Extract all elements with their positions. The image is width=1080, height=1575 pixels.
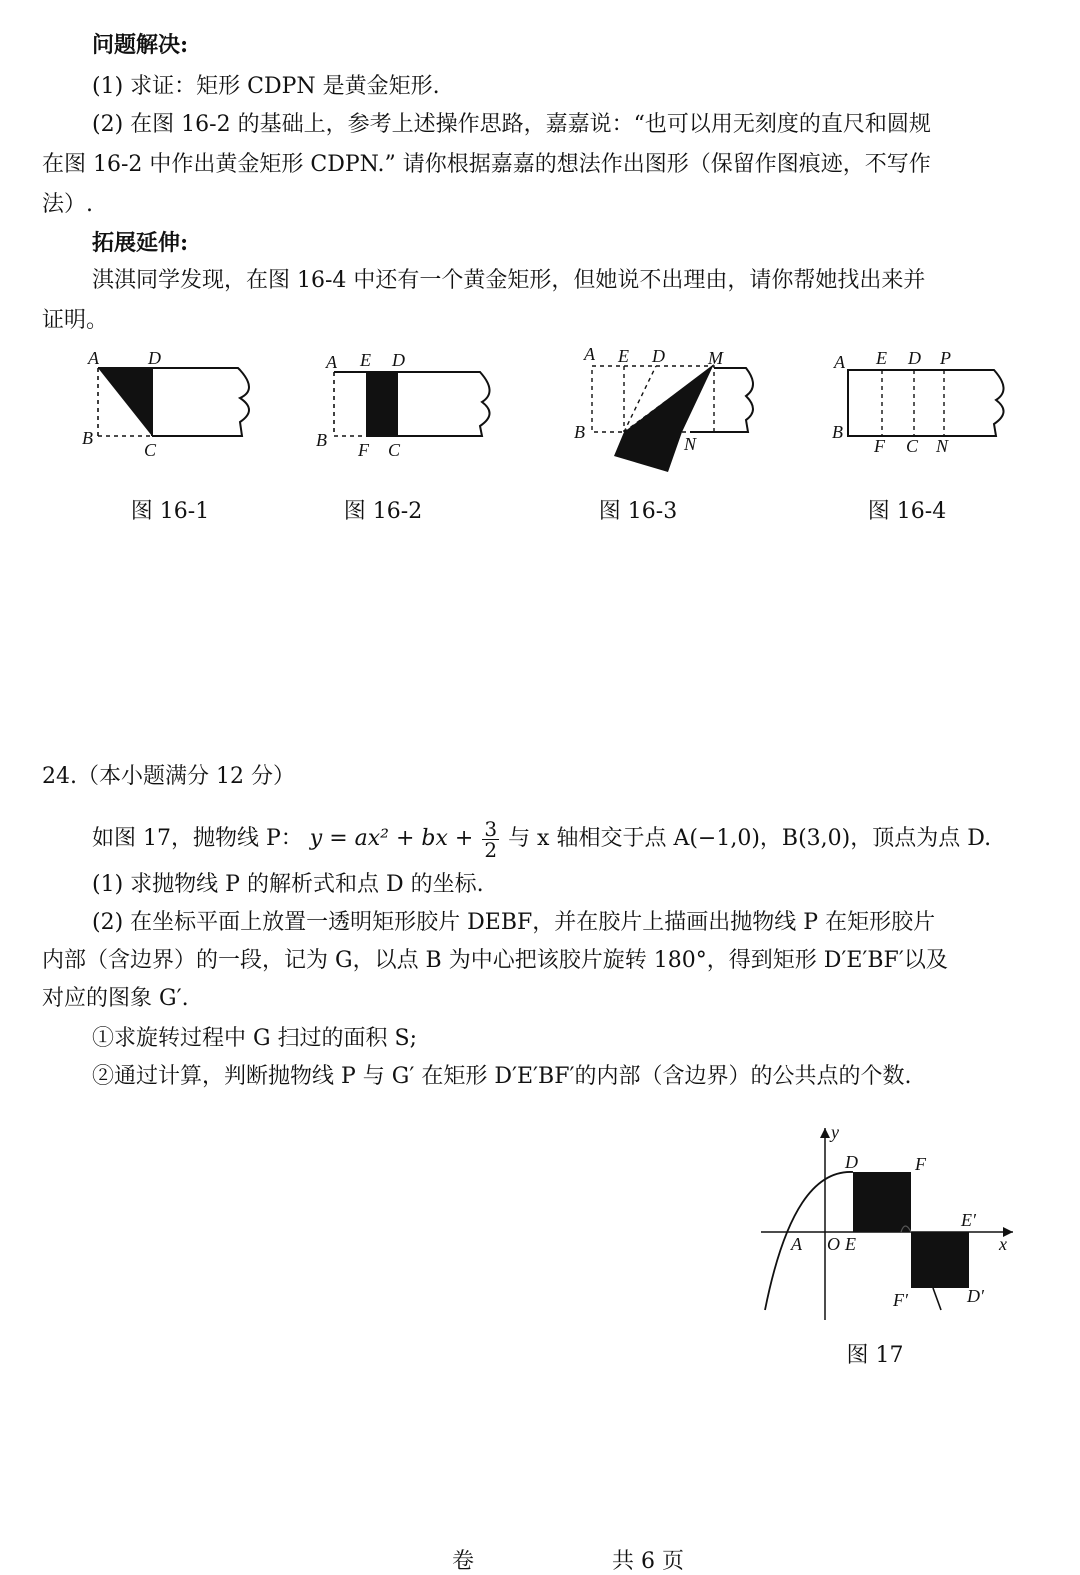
fig2-label-a: A (326, 352, 337, 372)
q24-intro-a: 如图 17，抛物线 P： (92, 826, 303, 851)
fig4-label-n: N (936, 436, 949, 456)
question-2-line2: 在图 16-2 中作出黄金矩形 CDPN.” 请你根据嘉嘉的想法作出图形（保留作图痕迹，不写作 (42, 152, 931, 177)
fig2-label-c: C (388, 440, 401, 460)
fig4-label-f: F (874, 436, 885, 456)
fig17-label-x: x (999, 1234, 1007, 1254)
extension-line1: 淇淇同学发现，在图 16-4 中还有一个黄金矩形，但她说不出理由，请你帮她找出来并 (92, 268, 926, 293)
fig2-label-f: F (358, 440, 369, 460)
fig4-label-a: A (834, 352, 845, 372)
fig3-label-n: N (684, 434, 697, 454)
q24-intro-b: 与 x 轴相交于点 A(−1,0)，B(3,0)，顶点为点 D. (508, 826, 992, 851)
caption-fig-17: 图 17 (846, 1343, 904, 1368)
fig17-label-d-prime: D′ (967, 1286, 984, 1306)
fig2-label-b: B (316, 430, 327, 450)
q24-sub1: ①求旋转过程中 G 扫过的面积 S; (92, 1026, 418, 1051)
footer-page-count: 共 6 页 (612, 1549, 684, 1574)
question-2-line3: 法）. (42, 192, 93, 217)
figure-16-3 (570, 338, 780, 498)
q24-intro (92, 814, 991, 864)
caption-fig-16-3: 图 16-3 (598, 499, 678, 524)
fig17-label-e: E (845, 1234, 856, 1254)
footer-left: 卷 (452, 1549, 475, 1574)
fig17-label-f: F (915, 1154, 926, 1174)
q24-part2-line1: (2) 在坐标平面上放置一透明矩形胶片 DEBF，并在胶片上描画出抛物线 P 在矩形胶片 (92, 910, 936, 935)
question-2-line1: (2) 在图 16-2 的基础上，参考上述操作思路，嘉嘉说：“也可以用无刻度的直尺和圆规 (92, 112, 931, 137)
q24-part2-line3: 对应的图象 G′. (42, 986, 189, 1011)
fig4-label-c: C (906, 436, 919, 456)
caption-fig-16-1: 图 16-1 (130, 499, 210, 524)
q24-fraction (482, 816, 499, 862)
fig1-label-d: D (148, 348, 161, 368)
fig17-label-d: D (845, 1152, 858, 1172)
fig1-label-b: B (82, 428, 93, 448)
caption-fig-16-2: 图 16-2 (343, 499, 423, 524)
fig3-label-b: B (574, 422, 585, 442)
extension-line2: 证明。 (42, 308, 109, 333)
fig17-label-y: y (831, 1122, 839, 1142)
fig17-label-o: O (827, 1234, 840, 1254)
fig3-label-e: E (618, 346, 629, 366)
fig1-label-a: A (88, 348, 99, 368)
q24-sub2: ②通过计算，判断抛物线 P 与 G′ 在矩形 D′E′BF′的内部（含边界）的公共点的个数. (92, 1064, 912, 1089)
question-1: (1) 求证：矩形 CDPN 是黄金矩形. (92, 74, 440, 99)
q24-equation: y = ax² + bx + (309, 826, 474, 851)
fig4-label-d: D (908, 348, 921, 368)
heading-problem-solving: 问题解决: (92, 32, 189, 58)
figure-16-2 (310, 340, 510, 465)
fig3-label-d: D (652, 346, 665, 366)
q24-part2-line2: 内部（含边界）的一段，记为 G，以点 B 为中心把该胶片旋转 180°，得到矩形 D′E′BF′以及 (42, 948, 948, 973)
fraction-denominator: 2 (484, 837, 498, 862)
fig4-label-e: E (876, 348, 887, 368)
caption-fig-16-4: 图 16-4 (867, 499, 947, 524)
fig17-label-e-prime: E′ (961, 1210, 976, 1230)
fig2-label-e: E (360, 350, 371, 370)
fig2-label-d: D (392, 350, 405, 370)
fig17-label-f-prime: F′ (893, 1290, 908, 1310)
fig1-label-c: C (144, 440, 157, 460)
figure-16-4 (830, 340, 1030, 465)
fig17-label-a: A (791, 1234, 802, 1254)
q24-title: 24.（本小题满分 12 分） (42, 764, 295, 789)
figure-16-1 (80, 340, 280, 465)
fig3-label-m: M (708, 348, 723, 368)
heading-extension: 拓展延伸: (92, 230, 189, 256)
figure-17 (755, 1120, 1025, 1325)
q24-part1: (1) 求抛物线 P 的解析式和点 D 的坐标. (92, 872, 484, 897)
fig3-label-a: A (584, 344, 595, 364)
fig4-label-b: B (832, 422, 843, 442)
fig4-label-p: P (940, 348, 951, 368)
fraction-numerator: 3 (484, 816, 498, 841)
